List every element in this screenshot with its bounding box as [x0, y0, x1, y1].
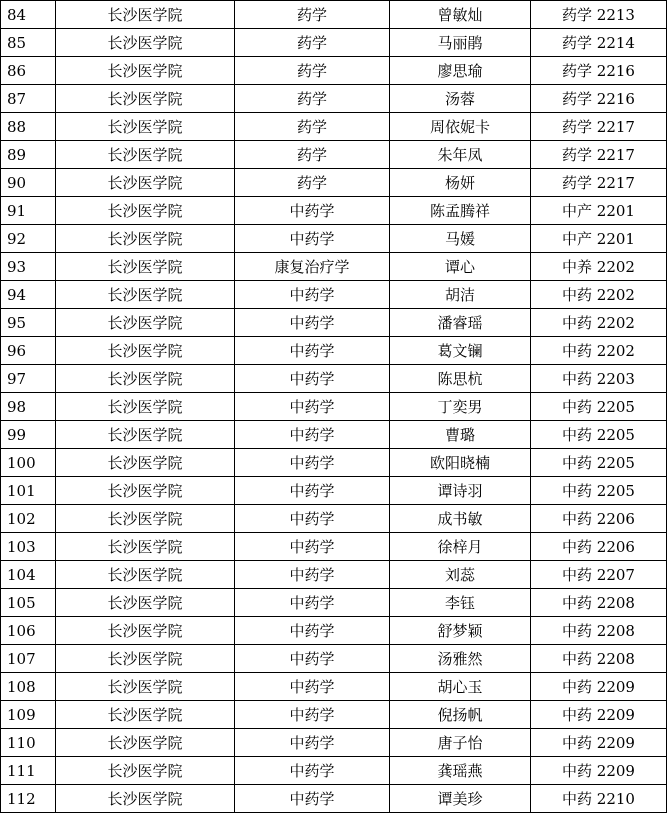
row-number-cell: 87 [1, 85, 56, 113]
row-number-cell: 110 [1, 729, 56, 757]
school-cell: 长沙医学院 [56, 393, 235, 421]
row-number-cell: 91 [1, 197, 56, 225]
class-cell: 药学 2217 [531, 141, 667, 169]
major-cell: 中药学 [235, 309, 390, 337]
major-cell: 药学 [235, 141, 390, 169]
class-cell: 中养 2202 [531, 253, 667, 281]
table-row [1, 701, 667, 729]
row-number-cell: 101 [1, 477, 56, 505]
table-row [1, 505, 667, 533]
class-cell: 药学 2214 [531, 29, 667, 57]
school-cell: 长沙医学院 [56, 29, 235, 57]
row-number-cell: 102 [1, 505, 56, 533]
class-cell: 中产 2201 [531, 225, 667, 253]
school-cell: 长沙医学院 [56, 701, 235, 729]
table-row [1, 337, 667, 365]
class-cell: 药学 2216 [531, 57, 667, 85]
major-cell: 中药学 [235, 673, 390, 701]
school-cell: 长沙医学院 [56, 421, 235, 449]
table-row [1, 645, 667, 673]
major-cell: 中药学 [235, 505, 390, 533]
class-cell: 中药 2207 [531, 561, 667, 589]
class-cell: 中药 2208 [531, 589, 667, 617]
school-cell: 长沙医学院 [56, 225, 235, 253]
table-row [1, 421, 667, 449]
major-cell: 药学 [235, 85, 390, 113]
school-cell: 长沙医学院 [56, 85, 235, 113]
student-name-cell: 陈思杭 [390, 365, 531, 393]
major-cell: 中药学 [235, 197, 390, 225]
major-cell: 中药学 [235, 701, 390, 729]
student-name-cell: 曾敏灿 [390, 1, 531, 29]
row-number-cell: 105 [1, 589, 56, 617]
student-name-cell: 胡洁 [390, 281, 531, 309]
school-cell: 长沙医学院 [56, 477, 235, 505]
school-cell: 长沙医学院 [56, 757, 235, 785]
class-cell: 中药 2206 [531, 505, 667, 533]
student-name-cell: 杨妍 [390, 169, 531, 197]
school-cell: 长沙医学院 [56, 533, 235, 561]
row-number-cell: 84 [1, 1, 56, 29]
major-cell: 中药学 [235, 421, 390, 449]
row-number-cell: 106 [1, 617, 56, 645]
class-cell: 中产 2201 [531, 197, 667, 225]
major-cell: 中药学 [235, 757, 390, 785]
student-name-cell: 曹璐 [390, 421, 531, 449]
student-name-cell: 汤蓉 [390, 85, 531, 113]
student-name-cell: 陈孟腾祥 [390, 197, 531, 225]
major-cell: 中药学 [235, 225, 390, 253]
class-cell: 中药 2205 [531, 449, 667, 477]
table-row [1, 673, 667, 701]
major-cell: 中药学 [235, 617, 390, 645]
table-row [1, 29, 667, 57]
major-cell: 中药学 [235, 281, 390, 309]
class-cell: 中药 2206 [531, 533, 667, 561]
row-number-cell: 86 [1, 57, 56, 85]
table-row [1, 57, 667, 85]
table-row [1, 1, 667, 29]
class-cell: 药学 2217 [531, 113, 667, 141]
class-cell: 中药 2208 [531, 645, 667, 673]
student-name-cell: 谭诗羽 [390, 477, 531, 505]
school-cell: 长沙医学院 [56, 505, 235, 533]
student-name-cell: 胡心玉 [390, 673, 531, 701]
class-cell: 药学 2216 [531, 85, 667, 113]
major-cell: 中药学 [235, 561, 390, 589]
table-row [1, 141, 667, 169]
class-cell: 中药 2209 [531, 673, 667, 701]
student-name-cell: 马丽鹃 [390, 29, 531, 57]
major-cell: 药学 [235, 169, 390, 197]
table-row [1, 589, 667, 617]
student-name-cell: 龚瑶燕 [390, 757, 531, 785]
major-cell: 药学 [235, 1, 390, 29]
major-cell: 中药学 [235, 645, 390, 673]
class-cell: 中药 2202 [531, 281, 667, 309]
table-row [1, 169, 667, 197]
table-row [1, 617, 667, 645]
student-name-cell: 唐子怡 [390, 729, 531, 757]
table-row [1, 309, 667, 337]
row-number-cell: 95 [1, 309, 56, 337]
table-row [1, 757, 667, 785]
row-number-cell: 97 [1, 365, 56, 393]
school-cell: 长沙医学院 [56, 309, 235, 337]
student-name-cell: 周依妮卡 [390, 113, 531, 141]
student-name-cell: 谭心 [390, 253, 531, 281]
table-row [1, 561, 667, 589]
table-row [1, 225, 667, 253]
row-number-cell: 93 [1, 253, 56, 281]
school-cell: 长沙医学院 [56, 673, 235, 701]
row-number-cell: 104 [1, 561, 56, 589]
class-cell: 中药 2205 [531, 393, 667, 421]
student-name-cell: 丁奕男 [390, 393, 531, 421]
class-cell: 中药 2210 [531, 785, 667, 813]
class-cell: 中药 2205 [531, 477, 667, 505]
major-cell: 中药学 [235, 365, 390, 393]
row-number-cell: 96 [1, 337, 56, 365]
table-row [1, 113, 667, 141]
class-cell: 中药 2203 [531, 365, 667, 393]
row-number-cell: 109 [1, 701, 56, 729]
student-name-cell: 汤雅然 [390, 645, 531, 673]
student-name-cell: 倪扬帆 [390, 701, 531, 729]
major-cell: 中药学 [235, 393, 390, 421]
row-number-cell: 88 [1, 113, 56, 141]
school-cell: 长沙医学院 [56, 141, 235, 169]
school-cell: 长沙医学院 [56, 197, 235, 225]
student-name-cell: 朱年凤 [390, 141, 531, 169]
row-number-cell: 99 [1, 421, 56, 449]
class-cell: 中药 2209 [531, 701, 667, 729]
school-cell: 长沙医学院 [56, 1, 235, 29]
table-row [1, 533, 667, 561]
table-row [1, 281, 667, 309]
row-number-cell: 100 [1, 449, 56, 477]
row-number-cell: 90 [1, 169, 56, 197]
student-name-cell: 欧阳晓楠 [390, 449, 531, 477]
major-cell: 药学 [235, 113, 390, 141]
class-cell: 中药 2209 [531, 729, 667, 757]
table-row [1, 85, 667, 113]
school-cell: 长沙医学院 [56, 449, 235, 477]
roster-body [1, 1, 667, 813]
student-name-cell: 徐梓月 [390, 533, 531, 561]
student-name-cell: 刘蕊 [390, 561, 531, 589]
major-cell: 中药学 [235, 589, 390, 617]
school-cell: 长沙医学院 [56, 561, 235, 589]
table-row [1, 729, 667, 757]
school-cell: 长沙医学院 [56, 113, 235, 141]
row-number-cell: 107 [1, 645, 56, 673]
table-row [1, 365, 667, 393]
table-row [1, 477, 667, 505]
school-cell: 长沙医学院 [56, 337, 235, 365]
school-cell: 长沙医学院 [56, 785, 235, 813]
school-cell: 长沙医学院 [56, 365, 235, 393]
major-cell: 中药学 [235, 337, 390, 365]
student-name-cell: 潘睿瑶 [390, 309, 531, 337]
major-cell: 中药学 [235, 477, 390, 505]
major-cell: 中药学 [235, 449, 390, 477]
row-number-cell: 89 [1, 141, 56, 169]
school-cell: 长沙医学院 [56, 281, 235, 309]
major-cell: 中药学 [235, 785, 390, 813]
table-row [1, 449, 667, 477]
row-number-cell: 98 [1, 393, 56, 421]
class-cell: 中药 2208 [531, 617, 667, 645]
table-row [1, 197, 667, 225]
student-name-cell: 舒梦颖 [390, 617, 531, 645]
school-cell: 长沙医学院 [56, 589, 235, 617]
class-cell: 中药 2205 [531, 421, 667, 449]
student-name-cell: 谭美珍 [390, 785, 531, 813]
row-number-cell: 92 [1, 225, 56, 253]
school-cell: 长沙医学院 [56, 57, 235, 85]
school-cell: 长沙医学院 [56, 617, 235, 645]
class-cell: 中药 2209 [531, 757, 667, 785]
row-number-cell: 108 [1, 673, 56, 701]
class-cell: 药学 2213 [531, 1, 667, 29]
student-name-cell: 马媛 [390, 225, 531, 253]
table-row [1, 253, 667, 281]
row-number-cell: 112 [1, 785, 56, 813]
row-number-cell: 103 [1, 533, 56, 561]
school-cell: 长沙医学院 [56, 169, 235, 197]
student-name-cell: 成书敏 [390, 505, 531, 533]
major-cell: 中药学 [235, 533, 390, 561]
student-name-cell: 李钰 [390, 589, 531, 617]
student-name-cell: 葛文镧 [390, 337, 531, 365]
table-row [1, 785, 667, 813]
class-cell: 中药 2202 [531, 309, 667, 337]
school-cell: 长沙医学院 [56, 729, 235, 757]
major-cell: 康复治疗学 [235, 253, 390, 281]
major-cell: 中药学 [235, 729, 390, 757]
major-cell: 药学 [235, 57, 390, 85]
row-number-cell: 85 [1, 29, 56, 57]
table-row [1, 393, 667, 421]
student-name-cell: 廖思瑜 [390, 57, 531, 85]
row-number-cell: 111 [1, 757, 56, 785]
class-cell: 药学 2217 [531, 169, 667, 197]
class-cell: 中药 2202 [531, 337, 667, 365]
row-number-cell: 94 [1, 281, 56, 309]
school-cell: 长沙医学院 [56, 253, 235, 281]
major-cell: 药学 [235, 29, 390, 57]
school-cell: 长沙医学院 [56, 645, 235, 673]
